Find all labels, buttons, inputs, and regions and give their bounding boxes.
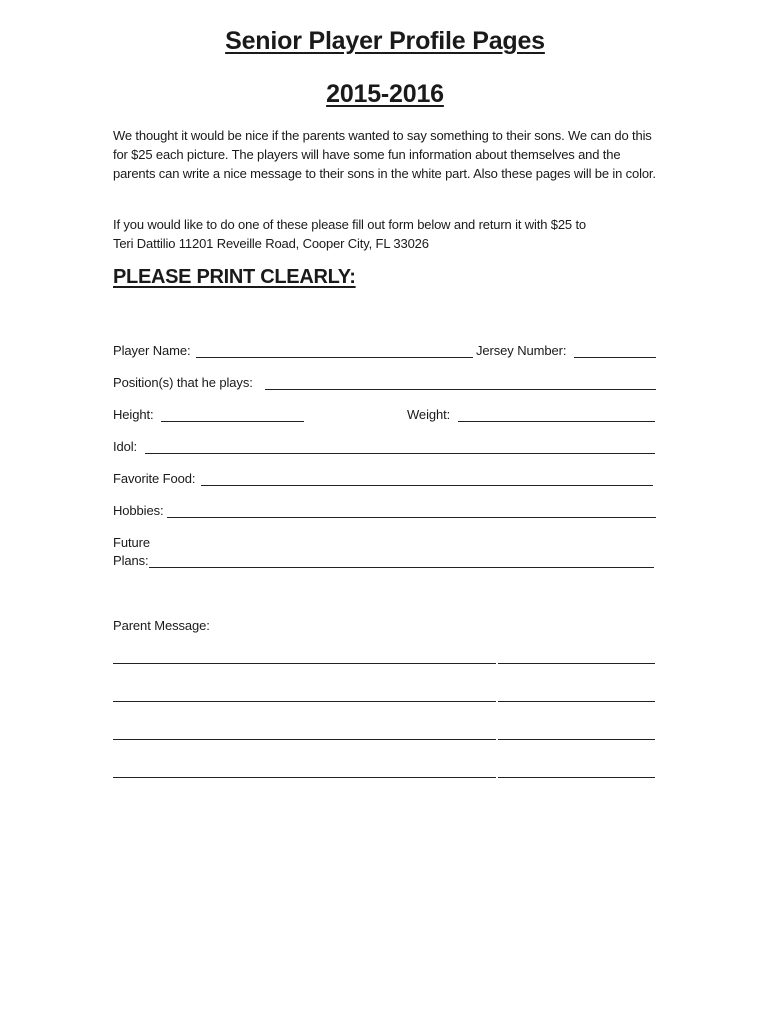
intro-paragraph: We thought it would be nice if the parents wanted to say something to their sons. We can do this for $25 each picture. The players will have some fun information about themselves and the parents can write a nice message to their sons in the white part. Also these pages will be in color. bbox=[113, 128, 656, 181]
favorite-food-label: Favorite Food: bbox=[113, 471, 196, 486]
instructions-line-2: Teri Dattilio 11201 Reveille Road, Cooper City, FL 33026 bbox=[113, 236, 429, 251]
plans-label: Plans: bbox=[113, 553, 149, 568]
idol-label: Idol: bbox=[113, 439, 138, 454]
parent-message-line-3b[interactable] bbox=[498, 739, 655, 740]
parent-message-line-3[interactable] bbox=[113, 739, 496, 740]
player-name-field[interactable] bbox=[196, 357, 473, 358]
height-label: Height: bbox=[113, 407, 154, 422]
parent-message-line-2[interactable] bbox=[113, 701, 496, 702]
weight-field[interactable] bbox=[458, 421, 655, 422]
jersey-number-label: Jersey Number: bbox=[476, 343, 567, 358]
parent-message-line-4b[interactable] bbox=[498, 777, 655, 778]
season-year: 2015-2016 bbox=[326, 80, 444, 108]
instructions-paragraph bbox=[113, 215, 658, 253]
favorite-food-field[interactable] bbox=[201, 485, 653, 486]
future-plans-field[interactable] bbox=[149, 567, 654, 568]
parent-message-line-1[interactable] bbox=[113, 663, 496, 664]
weight-label: Weight: bbox=[407, 407, 451, 422]
future-label: Future bbox=[113, 535, 150, 550]
jersey-number-field[interactable] bbox=[574, 357, 656, 358]
print-clearly-heading: PLEASE PRINT CLEARLY: bbox=[113, 266, 356, 288]
parent-message-line-1b[interactable] bbox=[498, 663, 655, 664]
idol-field[interactable] bbox=[145, 453, 655, 454]
hobbies-label: Hobbies: bbox=[113, 503, 164, 518]
positions-field[interactable] bbox=[265, 389, 656, 390]
parent-message-label: Parent Message: bbox=[113, 618, 210, 633]
page-title: Senior Player Profile Pages bbox=[225, 27, 545, 55]
height-field[interactable] bbox=[161, 421, 304, 422]
hobbies-field[interactable] bbox=[167, 517, 656, 518]
parent-message-line-4[interactable] bbox=[113, 777, 496, 778]
positions-label: Position(s) that he plays: bbox=[113, 375, 253, 390]
player-name-label: Player Name: bbox=[113, 343, 191, 358]
instructions-line-1: If you would like to do one of these please fill out form below and return it with $25 to bbox=[113, 217, 586, 232]
parent-message-line-2b[interactable] bbox=[498, 701, 655, 702]
